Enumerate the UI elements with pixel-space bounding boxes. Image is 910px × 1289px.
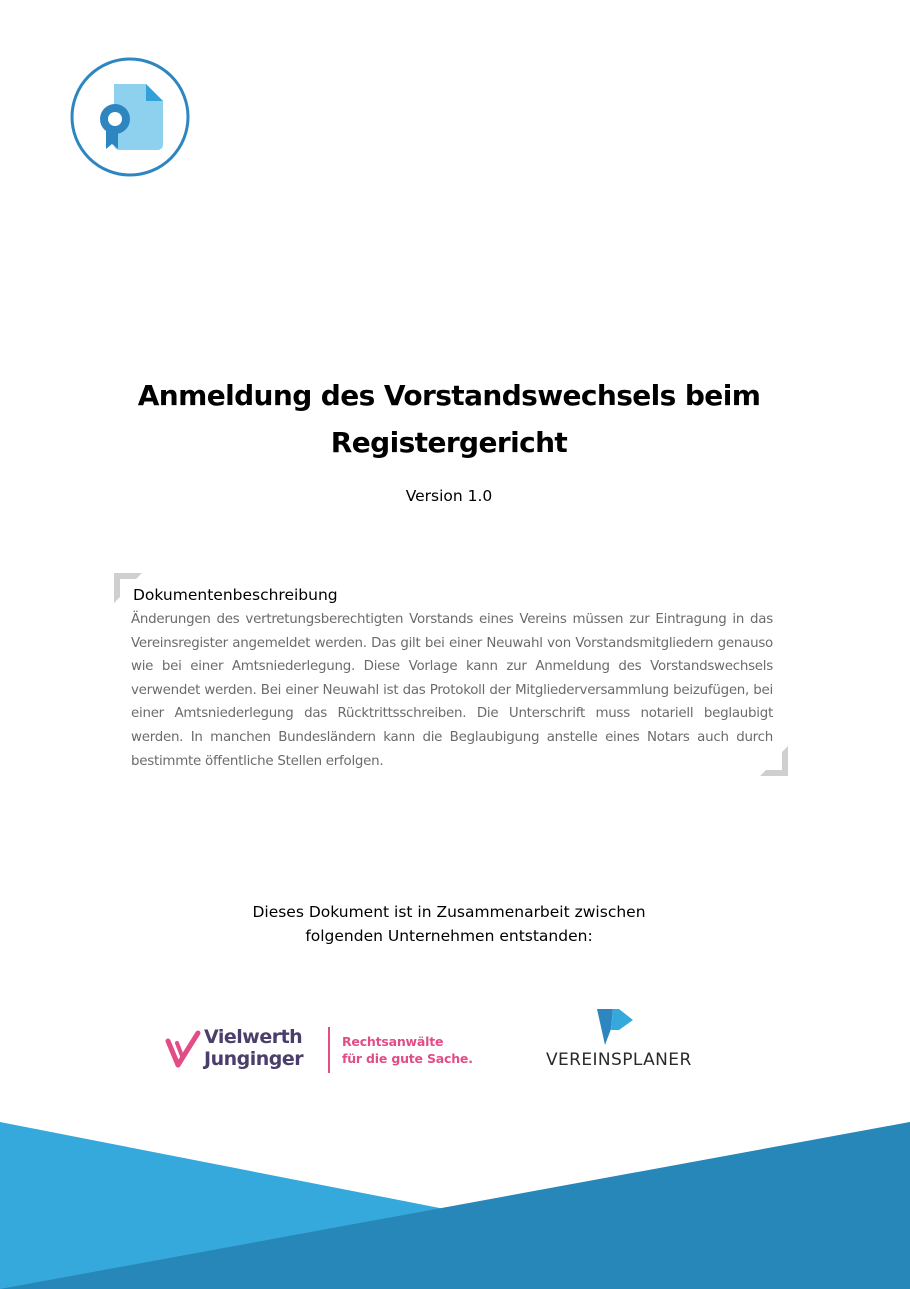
- collaboration-line-1: Dieses Dokument ist in Zusammenarbeit zwischen: [252, 903, 646, 921]
- vielwerth-junginger-logo: [165, 1023, 485, 1079]
- vereinsplaner-logo: [540, 1005, 690, 1075]
- title-line-2: Registergericht: [330, 426, 568, 459]
- version-label: Version 1.0: [405, 487, 493, 505]
- vj-tagline: [342, 1033, 473, 1067]
- vj-check-mark-icon: [165, 1029, 201, 1071]
- vj-divider: [328, 1027, 330, 1073]
- title-line-1: Anmeldung des Vorstandswechsels beim: [137, 379, 761, 412]
- vj-name: [204, 1026, 303, 1070]
- vj-name-line-2: Junginger: [204, 1048, 304, 1070]
- flag-icon: [595, 1008, 635, 1046]
- vj-tagline-line-2: für die gute Sache.: [342, 1051, 473, 1066]
- vereinsplaner-name: VEREINSPLANER: [546, 1050, 692, 1070]
- vj-tagline-line-1: Rechtsanwälte: [342, 1034, 444, 1049]
- vj-name-line-1: Vielwerth: [204, 1026, 303, 1048]
- collaboration-note: [0, 900, 898, 948]
- collaboration-line-2: folgenden Unternehmen entstanden:: [305, 927, 593, 945]
- document-title: [0, 372, 898, 466]
- footer-wave-decoration: [0, 1110, 910, 1289]
- certificate-document-icon: [70, 57, 190, 177]
- description-body: Änderungen des vertretungsberechtigten Vorstands eines Vereins müssen zur Eintragung in das Vereinsregister angemeldet werden. Das gilt bei einer Neuwahl von Vorstandsmitgliedern genauso wie bei einer Amtsniederlegung. Diese Vorlage kann zur Anmeldung des Vorstandswechsels verwendet werden. Bei einer Neuwahl ist das Protokoll der Mitgliederversammlung beizufügen, bei einer Amtsniederlegung das Rücktrittsschreiben. Die Unterschrift muss notariell beglaubigt werden. In manchen Bundesländern kann die Beglaubigung anstelle eines Notars auch durch bestimmte öffentliche Stellen erfolgen.: [131, 612, 773, 769]
- description-heading: Dokumentenbeschreibung: [133, 586, 338, 604]
